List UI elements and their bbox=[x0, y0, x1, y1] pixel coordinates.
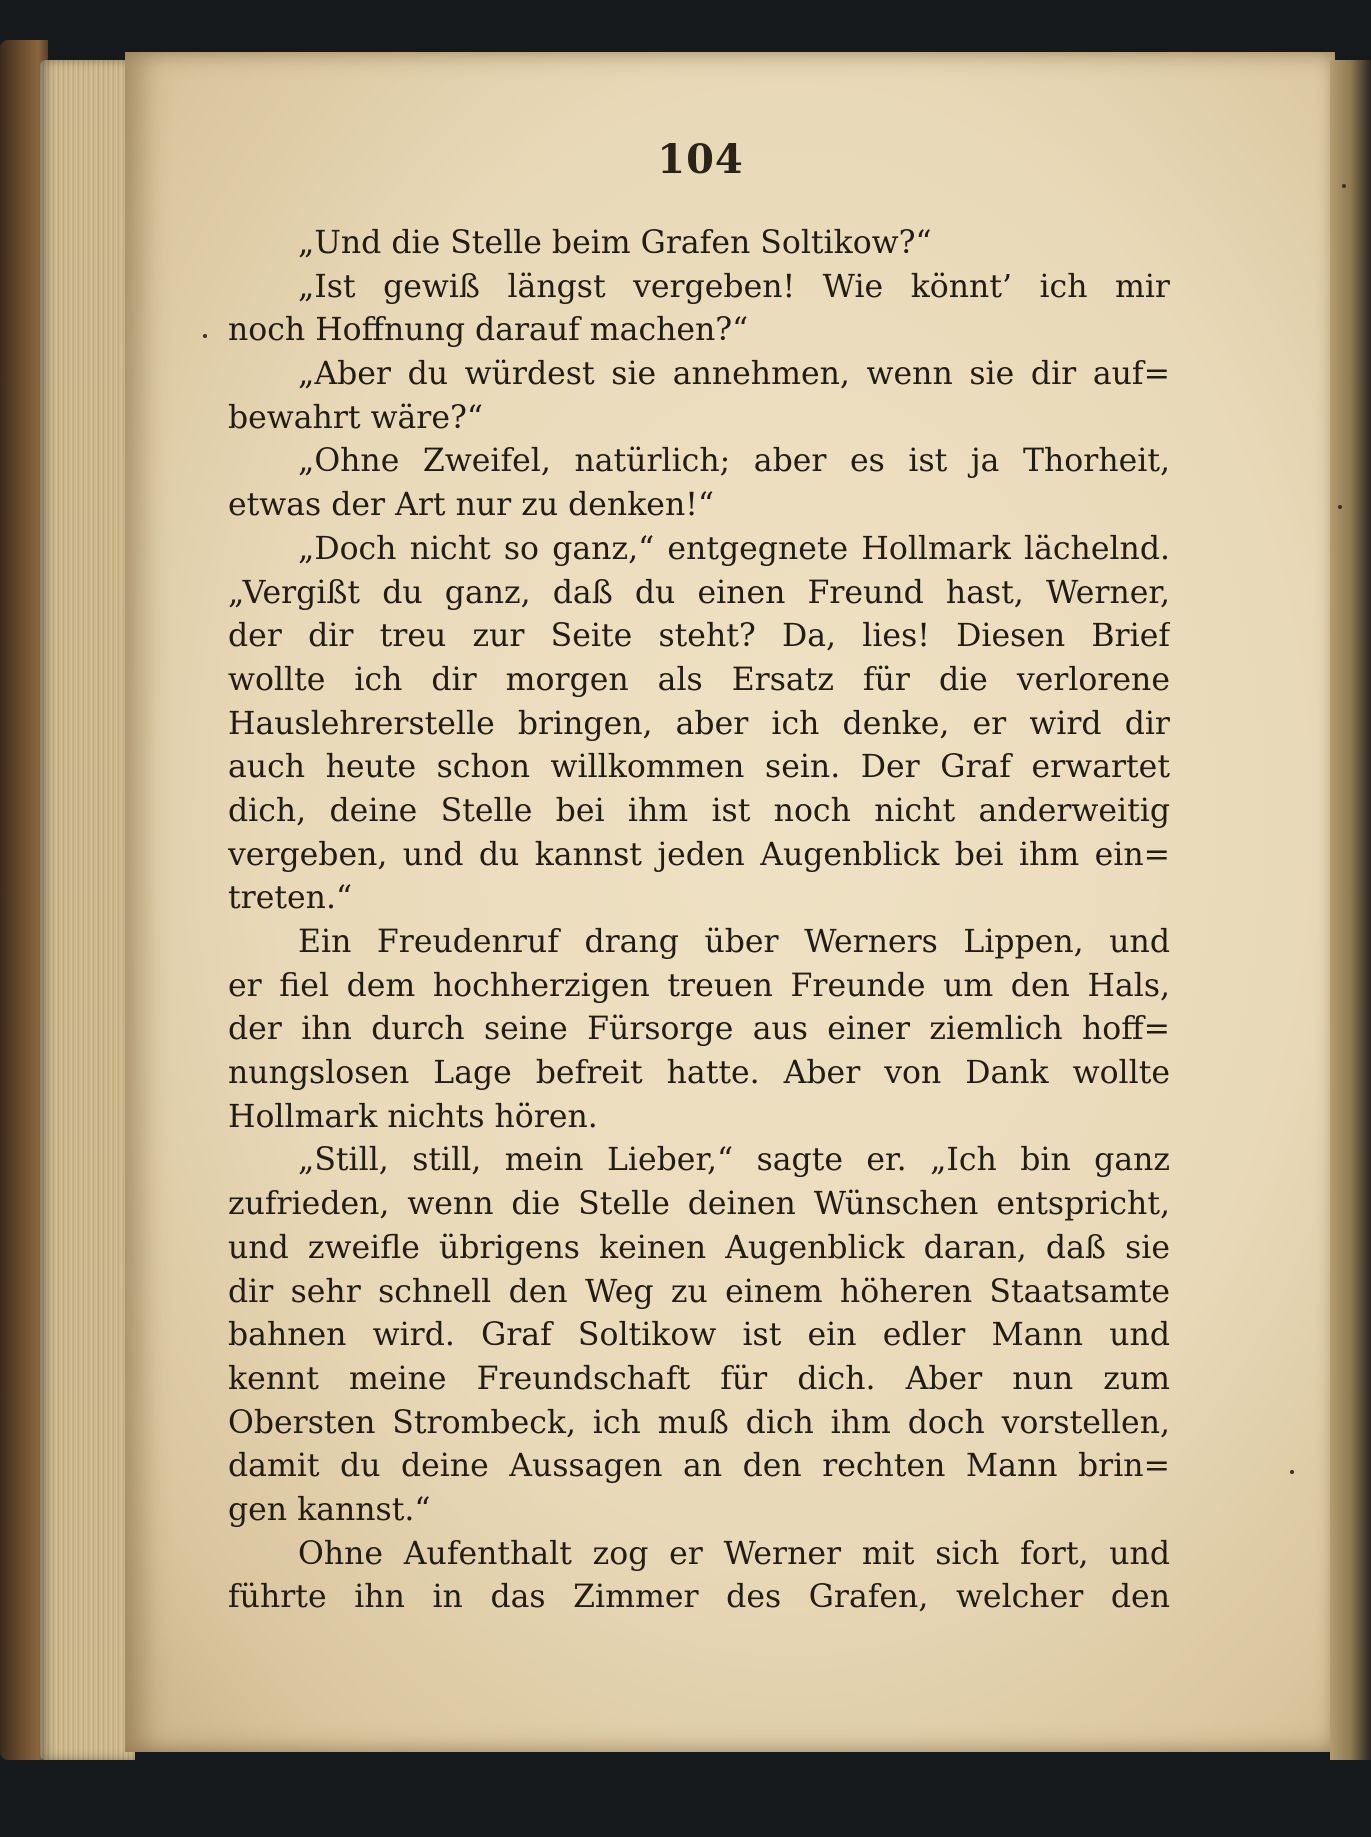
text-line: kennt meine Freundschaft für dich. Aber nun zum bbox=[228, 1360, 1170, 1397]
book-gutter bbox=[1330, 60, 1371, 1760]
text-line: „Doch nicht so ganz,“ entgegnete Hollmark lächelnd. bbox=[298, 530, 1170, 567]
text-line: dir sehr schnell den Weg zu einem höheren Staatsamte bbox=[228, 1273, 1170, 1310]
text-line: „Ohne Zweifel, natürlich; aber es ist ja Thorheit, bbox=[298, 443, 1170, 480]
text-line: vergeben, und du kannst jeden Augenblick bei ihm ein= bbox=[228, 836, 1170, 873]
text-line: „Aber du würdest sie annehmen, wenn sie dir auf= bbox=[298, 356, 1170, 393]
text-line: „Vergißt du ganz, daß du einen Freund hast, Werner, bbox=[228, 574, 1170, 611]
text-line: führte ihn in das Zimmer des Grafen, welcher den bbox=[228, 1579, 1170, 1616]
text-line: Ohne Aufenthalt zog er Werner mit sich fort, und bbox=[298, 1535, 1170, 1572]
text-line: der ihn durch seine Fürsorge aus einer ziemlich hoff= bbox=[228, 1011, 1170, 1048]
page-number: 104 bbox=[657, 136, 744, 183]
text-line: bahnen wird. Graf Soltikow ist ein edler Mann und bbox=[228, 1317, 1170, 1354]
speck-mark bbox=[1338, 505, 1342, 509]
speck-mark bbox=[1342, 184, 1346, 188]
text-line: Hollmark nichts hören. bbox=[228, 1098, 598, 1135]
text-line: Hauslehrerstelle bringen, aber ich denke, er wird dir bbox=[228, 705, 1170, 742]
text-line: nungslosen Lage befreit hatte. Aber von Dank wollte bbox=[228, 1055, 1170, 1092]
text-line: etwas der Art nur zu denken!“ bbox=[228, 487, 714, 524]
text-line: gen kannst.“ bbox=[228, 1491, 431, 1528]
speck-mark bbox=[1290, 1470, 1294, 1474]
text-line: bewahrt wäre?“ bbox=[228, 399, 483, 436]
text-line: „Ist gewiß längst vergeben! Wie könnt’ ich mir bbox=[298, 268, 1170, 305]
text-line: „Und die Stelle beim Grafen Soltikow?“ bbox=[298, 225, 932, 261]
speck-mark bbox=[203, 334, 207, 338]
text-line: damit du deine Aussagen an den rechten Mann brin= bbox=[228, 1448, 1170, 1485]
text-line: auch heute schon willkommen sein. Der Graf erwartet bbox=[228, 749, 1170, 786]
text-line: treten.“ bbox=[228, 880, 353, 917]
text-line: Ein Freudenruf drang über Werners Lippen, und bbox=[298, 924, 1170, 960]
text-line: wollte ich dir morgen als Ersatz für die verlorene bbox=[228, 661, 1170, 698]
text-line: Obersten Strombeck, ich muß dich ihm doch vorstellen, bbox=[228, 1404, 1170, 1441]
body-text bbox=[228, 222, 1170, 1620]
text-line: zufrieden, wenn die Stelle deinen Wünschen entspricht, bbox=[228, 1186, 1170, 1223]
text-line: und zweifle übrigens keinen Augenblick daran, daß sie bbox=[228, 1229, 1170, 1266]
text-line: noch Hoffnung darauf machen?“ bbox=[228, 312, 749, 349]
page-stack-edge bbox=[40, 60, 135, 1760]
text-line: er fiel dem hochherzigen treuen Freunde um den Hals, bbox=[228, 967, 1170, 1004]
text-line: dich, deine Stelle bei ihm ist noch nicht anderweitig bbox=[228, 792, 1170, 829]
text-line: „Still, still, mein Lieber,“ sagte er. „Ich bin ganz bbox=[298, 1142, 1170, 1179]
text-line: der dir treu zur Seite steht? Da, lies! Diesen Brief bbox=[228, 618, 1170, 655]
